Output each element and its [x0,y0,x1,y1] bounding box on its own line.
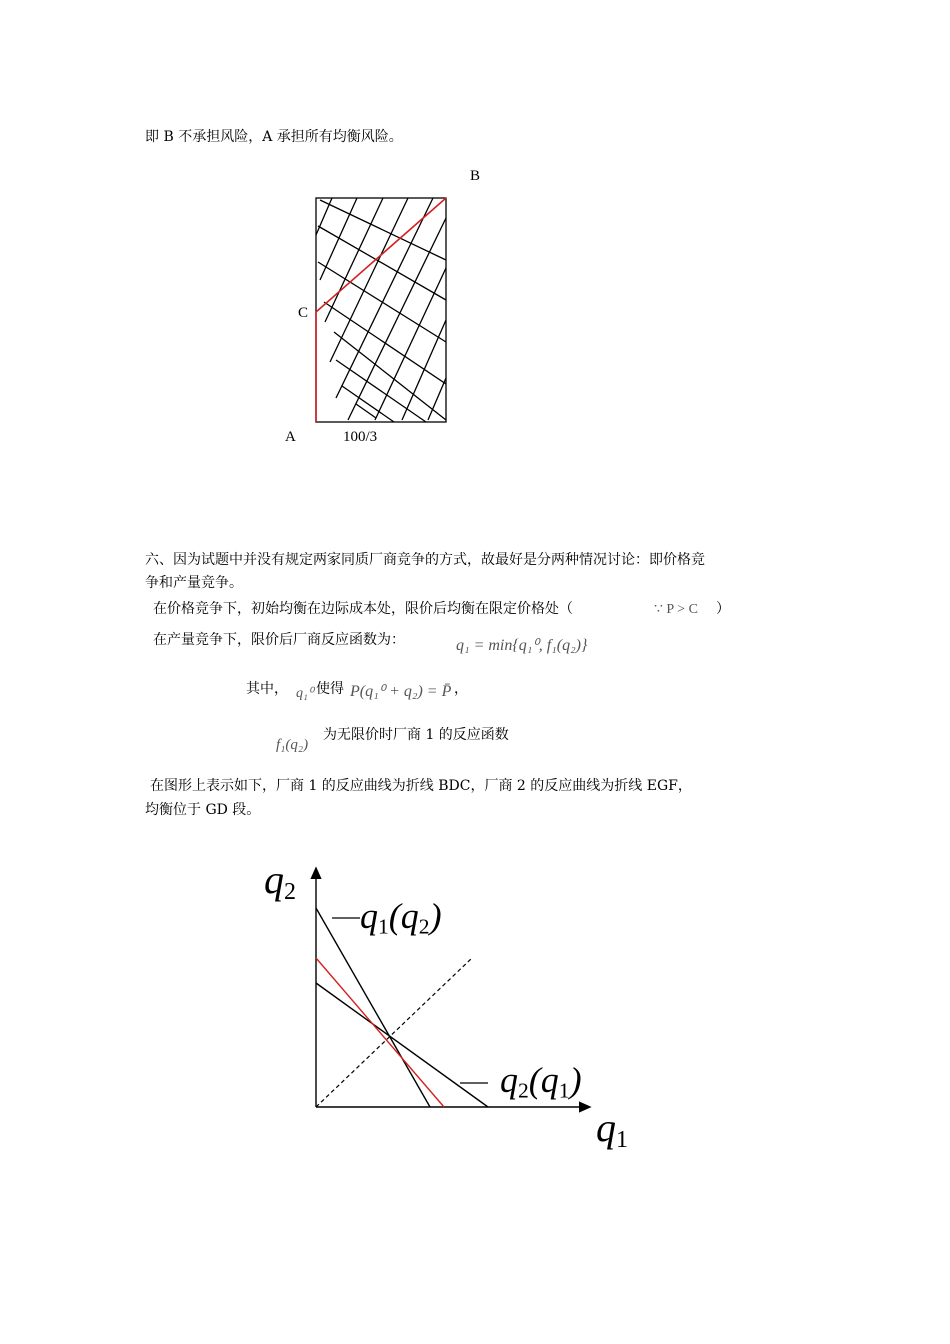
price-close-paren: ） [716,601,730,617]
price-competition-text: 在价格竞争下，初始均衡在边际成本处，限价后均衡在限定价格处（ [153,601,573,617]
label-c: C [298,305,309,321]
section6-line1: 六、因为试题中并没有规定两家同质厂商竞争的方式，故最好是分两种情况讨论：即价格竞 [145,552,705,568]
where-middle: 使得 [316,681,344,697]
price-cap-formula: P(q₁⁰ + q₂) = P̄ [350,683,452,700]
reaction-function-formula: q₁ = min{q₁⁰, f₁(q₂)} [456,637,588,654]
where-suffix: ， [454,681,468,697]
section6-line2: 争和产量竞争。 [145,575,243,591]
where-variable: q₁⁰ [296,686,314,701]
label-100-3: 100/3 [343,429,378,445]
price-cap-line [316,958,444,1107]
unrestricted-reaction-desc: 为无限价时厂商 1 的反应函数 [323,727,509,743]
graph-description-2: 均衡位于 GD 段。 [145,802,261,818]
label-a: A [285,429,296,445]
reaction-curve-firm2 [316,983,488,1107]
curve2-label: $q_2(q_1)$ [500,1060,582,1103]
label-b: B [470,168,481,184]
symmetry-dashed-line [316,958,472,1107]
curve1-label: $q_1(q_2)$ [360,896,442,939]
unrestricted-reaction-formula: f₁(q₂) [276,737,309,753]
y-axis-label: $q_2$ [264,857,296,905]
where-prefix: 其中， [246,681,288,697]
paragraph-risk: 即 B 不承担风险，A 承担所有均衡风险。 [145,129,403,145]
price-formula: ∵ P > C [654,602,698,617]
graph-description-1: 在图形上表示如下，厂商 1 的反应曲线为折线 BDC，厂商 2 的反应曲线为折线 EGF， [150,778,692,794]
quantity-competition-text: 在产量竞争下，限价后厂商反应函数为： [153,632,405,648]
x-axis-label: $q_1$ [596,1105,628,1153]
